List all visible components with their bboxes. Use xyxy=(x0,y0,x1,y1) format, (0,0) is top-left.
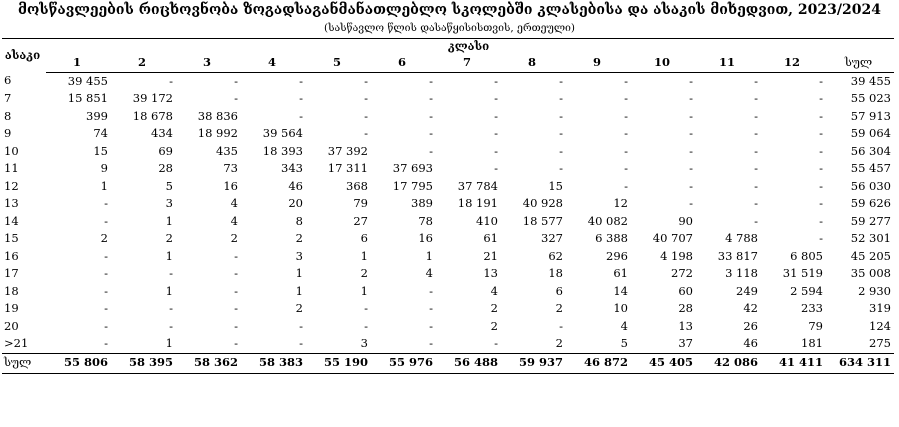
value-cell: - xyxy=(169,301,173,315)
value-cell: - xyxy=(754,213,758,228)
value-cell: 4 788 xyxy=(725,231,758,245)
value-cell: - xyxy=(104,283,108,298)
value-cell: - xyxy=(299,318,303,333)
value-cell: - xyxy=(689,126,693,140)
grade-header: 5 xyxy=(306,54,371,72)
value-cell: - xyxy=(559,91,563,105)
value-cell: 4 xyxy=(230,196,238,210)
value-cell: - xyxy=(104,318,108,333)
value-cell: 2 xyxy=(490,318,498,333)
value-cell: 39 455 xyxy=(67,73,108,88)
value-cell: - xyxy=(754,108,758,123)
row-total-cell: 634 311 xyxy=(826,353,894,373)
value-cell: - xyxy=(494,336,498,350)
value-cell: - xyxy=(689,161,693,175)
value-cell: 78 xyxy=(418,213,433,228)
value-cell: 21 xyxy=(483,248,498,263)
value-cell: 13 xyxy=(483,266,498,280)
value-cell: 435 xyxy=(216,143,238,158)
table-subtitle: (სასწავლო წლის დასაწყისისთვის, ერთეული) xyxy=(323,22,576,34)
value-cell: 1 xyxy=(360,283,368,298)
value-cell: - xyxy=(234,283,238,298)
age-cell: 18 xyxy=(4,283,19,298)
row-total-cell: 57 913 xyxy=(850,108,891,123)
value-cell: 2 xyxy=(230,231,238,245)
row-total-cell: 2 930 xyxy=(858,283,891,298)
value-cell: 1 xyxy=(295,283,303,298)
row-total-cell: 39 455 xyxy=(850,73,891,88)
value-cell: - xyxy=(169,266,173,280)
row-total-cell: 55 023 xyxy=(850,91,891,105)
value-cell: 2 xyxy=(165,231,173,245)
row-total-cell: 35 008 xyxy=(850,266,891,280)
value-cell: - xyxy=(819,73,823,88)
value-cell: - xyxy=(429,336,433,350)
value-cell: - xyxy=(819,126,823,140)
table-row xyxy=(2,125,894,143)
grade-header: 4 xyxy=(241,54,306,72)
value-cell: 33 817 xyxy=(717,248,758,263)
value-cell: 18 577 xyxy=(522,213,563,228)
value-cell: 296 xyxy=(606,248,628,263)
value-cell: - xyxy=(299,108,303,123)
value-cell: - xyxy=(819,108,823,123)
age-cell: 8 xyxy=(4,108,12,123)
value-cell: 1 xyxy=(165,336,173,350)
value-cell: - xyxy=(559,73,563,88)
value-cell: 37 693 xyxy=(392,161,433,175)
value-cell: 79 xyxy=(808,318,823,333)
age-cell: 7 xyxy=(4,91,12,105)
grade-header: 2 xyxy=(111,54,176,72)
value-cell: - xyxy=(689,143,693,158)
value-cell: 18 191 xyxy=(457,196,498,210)
value-cell: - xyxy=(429,108,433,123)
table-row xyxy=(2,143,894,161)
value-cell: 1 xyxy=(165,248,173,263)
total-header: სულ xyxy=(826,54,894,72)
row-total-cell: 275 xyxy=(869,336,891,350)
value-cell: 1 xyxy=(100,178,108,193)
age-cell: 16 xyxy=(4,248,19,263)
value-cell: 60 xyxy=(678,283,693,298)
value-cell: - xyxy=(819,213,823,228)
value-cell: 249 xyxy=(736,283,758,298)
class-header: კლასი xyxy=(46,39,894,55)
value-cell: 327 xyxy=(541,231,563,245)
value-cell: 90 xyxy=(678,213,693,228)
value-cell: - xyxy=(429,318,433,333)
value-cell: - xyxy=(624,161,628,175)
value-cell: 233 xyxy=(801,301,823,315)
value-cell: 4 198 xyxy=(660,248,693,263)
value-cell: 1 xyxy=(295,266,303,280)
value-cell: - xyxy=(364,301,368,315)
value-cell: - xyxy=(104,266,108,280)
value-cell: 18 393 xyxy=(262,143,303,158)
table-row xyxy=(2,300,894,318)
value-cell: 12 xyxy=(613,196,628,210)
age-cell: 6 xyxy=(4,73,12,88)
value-cell: - xyxy=(494,73,498,88)
value-cell: - xyxy=(494,161,498,175)
value-cell: - xyxy=(819,161,823,175)
value-cell: 3 xyxy=(165,196,173,210)
value-cell: - xyxy=(429,301,433,315)
age-cell: 17 xyxy=(4,266,19,280)
value-cell: 28 xyxy=(158,161,173,175)
value-cell: - xyxy=(104,196,108,210)
age-cell: 9 xyxy=(4,126,12,140)
table-row xyxy=(2,248,894,266)
value-cell: 4 xyxy=(490,283,498,298)
value-cell: 399 xyxy=(86,108,108,123)
value-cell: 46 xyxy=(743,336,758,350)
value-cell: 2 594 xyxy=(790,283,823,298)
row-total-cell: 59 626 xyxy=(850,196,891,210)
value-cell: 2 xyxy=(555,301,563,315)
value-cell: 45 405 xyxy=(631,353,696,373)
table-row xyxy=(2,213,894,231)
data-table xyxy=(2,38,894,374)
value-cell: - xyxy=(234,301,238,315)
row-total-cell: 55 457 xyxy=(850,161,891,175)
table-row xyxy=(2,283,894,301)
value-cell: - xyxy=(234,266,238,280)
value-cell: 46 xyxy=(288,178,303,193)
value-cell: 2 xyxy=(295,301,303,315)
value-cell: 181 xyxy=(801,336,823,350)
value-cell: 40 082 xyxy=(587,213,628,228)
value-cell: - xyxy=(364,91,368,105)
value-cell: 4 xyxy=(620,318,628,333)
value-cell: 410 xyxy=(476,213,498,228)
grade-header: 10 xyxy=(631,54,696,72)
value-cell: - xyxy=(494,143,498,158)
value-cell: 39 564 xyxy=(262,126,303,140)
row-total-cell: 59 064 xyxy=(850,126,891,140)
value-cell: - xyxy=(559,161,563,175)
row-total-cell: 56 304 xyxy=(850,143,891,158)
age-cell: 13 xyxy=(4,196,19,210)
value-cell: 6 xyxy=(555,283,563,298)
value-cell: 343 xyxy=(281,161,303,175)
value-cell: 4 xyxy=(230,213,238,228)
value-cell: - xyxy=(494,126,498,140)
value-cell: 2 xyxy=(295,231,303,245)
value-cell: - xyxy=(819,91,823,105)
value-cell: 18 992 xyxy=(197,126,238,140)
table-row xyxy=(2,318,894,336)
value-cell: 20 xyxy=(288,196,303,210)
table-row xyxy=(2,335,894,353)
value-cell: 56 488 xyxy=(436,353,501,373)
value-cell: 1 xyxy=(425,248,433,263)
value-cell: 39 172 xyxy=(132,91,173,105)
row-total-cell: 45 205 xyxy=(850,248,891,263)
age-cell: 15 xyxy=(4,231,19,245)
value-cell: 40 707 xyxy=(652,231,693,245)
row-total-cell: 52 301 xyxy=(850,231,891,245)
age-cell: 20 xyxy=(4,318,19,333)
value-cell: - xyxy=(104,248,108,263)
grade-header: 8 xyxy=(501,54,566,72)
value-cell: 4 xyxy=(425,266,433,280)
value-cell: 389 xyxy=(411,196,433,210)
value-cell: - xyxy=(104,213,108,228)
value-cell: 62 xyxy=(548,248,563,263)
grade-header: 11 xyxy=(696,54,761,72)
value-cell: 14 xyxy=(613,283,628,298)
value-cell: 16 xyxy=(223,178,238,193)
value-cell: - xyxy=(494,108,498,123)
value-cell: 38 836 xyxy=(197,108,238,123)
value-cell: - xyxy=(169,318,173,333)
age-cell: 19 xyxy=(4,301,19,315)
value-cell: 2 xyxy=(555,336,563,350)
value-cell: - xyxy=(689,108,693,123)
value-cell: - xyxy=(819,231,823,245)
value-cell: 42 086 xyxy=(696,353,761,373)
value-cell: - xyxy=(819,196,823,210)
table-body xyxy=(2,72,894,373)
value-cell: - xyxy=(429,143,433,158)
value-cell: - xyxy=(429,91,433,105)
value-cell: 46 872 xyxy=(566,353,631,373)
value-cell: - xyxy=(429,73,433,88)
age-cell: 12 xyxy=(4,178,19,193)
value-cell: - xyxy=(754,91,758,105)
age-header: ასაკი xyxy=(2,39,46,73)
value-cell: - xyxy=(559,108,563,123)
value-cell: 26 xyxy=(743,318,758,333)
row-total-cell: 319 xyxy=(869,301,891,315)
value-cell: 3 xyxy=(295,248,303,263)
value-cell: - xyxy=(754,178,758,193)
value-cell: - xyxy=(104,336,108,350)
value-cell: 58 395 xyxy=(111,353,176,373)
grade-header: 12 xyxy=(761,54,826,72)
value-cell: 27 xyxy=(353,213,368,228)
row-total-cell: 124 xyxy=(869,318,891,333)
total-row xyxy=(2,353,894,373)
value-cell: - xyxy=(364,108,368,123)
value-cell: 17 795 xyxy=(392,178,433,193)
grade-header: 7 xyxy=(436,54,501,72)
value-cell: - xyxy=(754,161,758,175)
value-cell: 10 xyxy=(613,301,628,315)
value-cell: 5 xyxy=(620,336,628,350)
value-cell: 1 xyxy=(165,213,173,228)
value-cell: 41 411 xyxy=(761,353,826,373)
value-cell: - xyxy=(299,336,303,350)
value-cell: 6 805 xyxy=(790,248,823,263)
value-cell: 58 362 xyxy=(176,353,241,373)
value-cell: - xyxy=(754,143,758,158)
table-title: მოსწავლეების რიცხოვნობა ზოგადსაგანმანათლებლო სკოლებში კლასებისა და ასაკის მიხედვით, 2023/2024 xyxy=(18,2,881,18)
value-cell: - xyxy=(559,126,563,140)
value-cell: 55 190 xyxy=(306,353,371,373)
value-cell: 8 xyxy=(295,213,303,228)
value-cell: 272 xyxy=(671,266,693,280)
value-cell: 55 976 xyxy=(371,353,436,373)
value-cell: 73 xyxy=(223,161,238,175)
value-cell: 13 xyxy=(678,318,693,333)
age-cell: >21 xyxy=(4,336,29,350)
value-cell: 434 xyxy=(151,126,173,140)
value-cell: 15 xyxy=(93,143,108,158)
value-cell: 3 118 xyxy=(725,266,758,280)
table-row xyxy=(2,265,894,283)
value-cell: 61 xyxy=(483,231,498,245)
value-cell: 40 928 xyxy=(522,196,563,210)
value-cell: - xyxy=(689,73,693,88)
value-cell: - xyxy=(754,196,758,210)
value-cell: - xyxy=(429,126,433,140)
table-row xyxy=(2,178,894,196)
value-cell: 28 xyxy=(678,301,693,315)
value-cell: - xyxy=(624,108,628,123)
value-cell: 1 xyxy=(165,283,173,298)
value-cell: 368 xyxy=(346,178,368,193)
value-cell: 9 xyxy=(100,161,108,175)
table-row xyxy=(2,230,894,248)
value-cell: 1 xyxy=(360,248,368,263)
age-cell: 11 xyxy=(4,161,19,175)
value-cell: - xyxy=(234,336,238,350)
value-cell: 15 xyxy=(548,178,563,193)
grade-header: 3 xyxy=(176,54,241,72)
value-cell: 69 xyxy=(158,143,173,158)
value-cell: - xyxy=(429,283,433,298)
total-row-label: სულ xyxy=(2,353,46,373)
age-cell: 14 xyxy=(4,213,19,228)
table-row xyxy=(2,90,894,108)
value-cell: - xyxy=(494,91,498,105)
value-cell: 18 678 xyxy=(132,108,173,123)
row-total-cell: 56 030 xyxy=(850,178,891,193)
value-cell: - xyxy=(234,248,238,263)
grade-header: 6 xyxy=(371,54,436,72)
value-cell: 18 xyxy=(548,266,563,280)
value-cell: 2 xyxy=(490,301,498,315)
value-cell: - xyxy=(559,143,563,158)
value-cell: 3 xyxy=(360,336,368,350)
value-cell: 37 xyxy=(678,336,693,350)
value-cell: - xyxy=(754,126,758,140)
value-cell: - xyxy=(754,73,758,88)
value-cell: - xyxy=(689,91,693,105)
value-cell: - xyxy=(299,91,303,105)
value-cell: - xyxy=(234,91,238,105)
value-cell: - xyxy=(364,73,368,88)
value-cell: - xyxy=(299,73,303,88)
value-cell: 17 311 xyxy=(327,161,368,175)
value-cell: 6 xyxy=(360,231,368,245)
age-cell: 10 xyxy=(4,143,19,158)
value-cell: 37 784 xyxy=(457,178,498,193)
value-cell: - xyxy=(234,318,238,333)
value-cell: 61 xyxy=(613,266,628,280)
value-cell: 58 383 xyxy=(241,353,306,373)
value-cell: - xyxy=(624,126,628,140)
value-cell: 31 519 xyxy=(782,266,823,280)
value-cell: - xyxy=(624,178,628,193)
value-cell: 6 388 xyxy=(595,231,628,245)
value-cell: - xyxy=(169,73,173,88)
value-cell: - xyxy=(689,196,693,210)
value-cell: - xyxy=(624,91,628,105)
table-row xyxy=(2,72,894,90)
value-cell: - xyxy=(819,143,823,158)
value-cell: - xyxy=(559,318,563,333)
value-cell: 37 392 xyxy=(327,143,368,158)
value-cell: 5 xyxy=(165,178,173,193)
value-cell: 15 851 xyxy=(67,91,108,105)
value-cell: 59 937 xyxy=(501,353,566,373)
value-cell: - xyxy=(104,301,108,315)
value-cell: - xyxy=(364,126,368,140)
table-row xyxy=(2,160,894,178)
grade-header: 1 xyxy=(46,54,111,72)
value-cell: 55 806 xyxy=(46,353,111,373)
value-cell: 79 xyxy=(353,196,368,210)
grade-header: 9 xyxy=(566,54,631,72)
table-row xyxy=(2,108,894,126)
value-cell: - xyxy=(624,143,628,158)
value-cell: 2 xyxy=(100,231,108,245)
value-cell: - xyxy=(234,73,238,88)
value-cell: 42 xyxy=(743,301,758,315)
row-total-cell: 59 277 xyxy=(850,213,891,228)
value-cell: - xyxy=(624,73,628,88)
value-cell: 16 xyxy=(418,231,433,245)
table-row xyxy=(2,195,894,213)
value-cell: - xyxy=(819,178,823,193)
value-cell: - xyxy=(689,178,693,193)
value-cell: - xyxy=(364,318,368,333)
value-cell: 2 xyxy=(360,266,368,280)
value-cell: 74 xyxy=(93,126,108,140)
grade-header-row xyxy=(2,54,894,72)
